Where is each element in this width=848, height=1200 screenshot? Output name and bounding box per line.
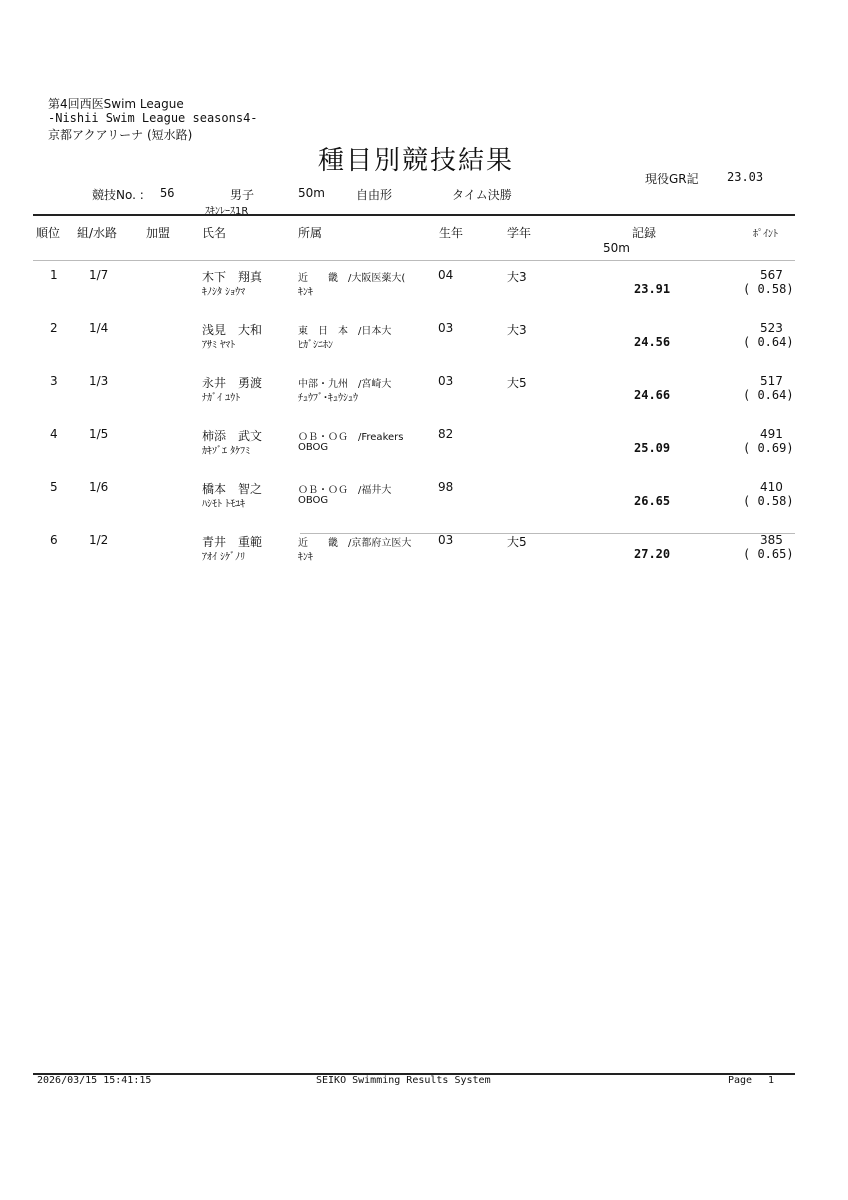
result-team-kana: ｷﾝｷ <box>298 552 313 563</box>
result-grade: 大3 <box>507 323 527 337</box>
result-grade: 大5 <box>507 376 527 390</box>
footer-page-number: 1 <box>768 1075 775 1086</box>
meet-name: 第4回西医Swim League <box>48 97 184 111</box>
result-birth-year: 03 <box>438 533 454 547</box>
result-ratio: ( 0.58) <box>743 282 794 296</box>
footer-page-label: Page <box>728 1075 753 1086</box>
result-points: 523 <box>760 321 783 335</box>
result-team-kana: ﾁｭｳﾌﾞ･ｷｭｳｼｭｳ <box>298 393 358 404</box>
result-heat-lane: 1/2 <box>89 533 109 547</box>
result-birth-year: 04 <box>438 268 454 282</box>
result-team-kana: ﾋｶﾞｼﾆﾎﾝ <box>298 340 333 351</box>
result-time: 24.66 <box>634 388 671 402</box>
result-name: 橋本 智之 <box>202 482 263 496</box>
result-rank: 2 <box>50 321 58 335</box>
result-team: 中部・九州 /宮崎大 <box>298 379 392 390</box>
result-team: ＯＢ・ＯＧ /Freakers <box>298 432 404 443</box>
result-row <box>0 268 848 308</box>
footer-system: SEIKO Swimming Results System <box>316 1075 491 1086</box>
result-time: 23.91 <box>634 282 671 296</box>
result-points: 491 <box>760 427 783 441</box>
record-label: 現役GR記 <box>645 172 699 186</box>
result-birth-year: 03 <box>438 374 454 388</box>
result-row <box>0 374 848 414</box>
result-points: 385 <box>760 533 783 547</box>
page-title: 種目別競技結果 <box>318 146 515 176</box>
result-team: 近 畿 /京都府立医大 <box>298 538 412 549</box>
result-points: 567 <box>760 268 783 282</box>
result-name-kana: ｱｻﾐ ﾔﾏﾄ <box>202 340 236 351</box>
result-heat-lane: 1/7 <box>89 268 109 282</box>
header-rule <box>33 214 795 216</box>
result-ratio: ( 0.69) <box>743 441 794 455</box>
col-name: 氏名 <box>202 226 227 240</box>
result-team: 近 畿 /大阪医薬大( <box>298 273 406 284</box>
event-no-label: 競技No. : <box>92 188 144 202</box>
col-birth-year: 生年 <box>439 226 464 240</box>
col-points: ﾎﾟｲﾝﾄ <box>753 229 778 240</box>
result-row <box>0 480 848 520</box>
result-time: 25.09 <box>634 441 671 455</box>
event-format: タイム決勝 <box>452 188 512 202</box>
result-name: 永井 勇渡 <box>202 376 263 390</box>
venue: 京都アクアリーナ (短水路) <box>48 128 193 142</box>
event-stroke: 自由形 <box>356 188 393 202</box>
result-heat-lane: 1/5 <box>89 427 109 441</box>
result-name: 浅見 大和 <box>202 323 263 337</box>
result-rank: 4 <box>50 427 58 441</box>
result-name-kana: ﾊｼﾓﾄ ﾄﾓﾕｷ <box>202 499 246 510</box>
event-gender: 男子 <box>230 188 255 202</box>
event-no: 56 <box>160 186 175 200</box>
result-points: 410 <box>760 480 783 494</box>
col-record: 記録 <box>632 226 657 240</box>
result-rank: 6 <box>50 533 58 547</box>
result-grade: 大5 <box>507 535 527 549</box>
result-time: 26.65 <box>634 494 671 508</box>
result-rank: 1 <box>50 268 58 282</box>
col-heat-lane: 組/水路 <box>77 226 118 240</box>
result-ratio: ( 0.58) <box>743 494 794 508</box>
event-subname: ｽｷﾝﾚｰｽ1R <box>205 206 249 217</box>
column-header-rule <box>33 260 795 261</box>
result-heat-lane: 1/4 <box>89 321 109 335</box>
result-team: 東 日 本 /日本大 <box>298 326 392 337</box>
result-grade: 大3 <box>507 270 527 284</box>
table-divider <box>300 533 795 534</box>
result-ratio: ( 0.64) <box>743 335 794 349</box>
result-team: ＯＢ・ＯＧ /福井大 <box>298 485 392 496</box>
record-value: 23.03 <box>727 170 764 184</box>
result-time: 24.56 <box>634 335 671 349</box>
result-heat-lane: 1/6 <box>89 480 109 494</box>
result-rank: 3 <box>50 374 58 388</box>
result-name: 木下 翔真 <box>202 270 263 284</box>
result-team-kana: OBOG <box>298 442 329 453</box>
result-rank: 5 <box>50 480 58 494</box>
result-name: 青井 重範 <box>202 535 263 549</box>
col-grade: 学年 <box>507 226 532 240</box>
result-row <box>0 427 848 467</box>
result-heat-lane: 1/3 <box>89 374 109 388</box>
result-ratio: ( 0.65) <box>743 547 794 561</box>
meet-subtitle: -Nishii Swim League seasons4- <box>48 111 258 125</box>
result-name-kana: ﾅｶﾞｲ ﾕｳﾄ <box>202 393 241 404</box>
result-name-kana: ｱｵｲ ｼｹﾞﾉﾘ <box>202 552 246 563</box>
result-time: 27.20 <box>634 547 671 561</box>
col-team: 所属 <box>298 226 323 240</box>
result-name-kana: ｶｷｿﾞｴ ﾀｹﾌﾐ <box>202 446 251 457</box>
result-row <box>0 321 848 361</box>
result-row <box>0 533 848 573</box>
result-name: 柿添 武文 <box>202 429 263 443</box>
col-split: 50m <box>603 241 630 255</box>
result-birth-year: 82 <box>438 427 454 441</box>
result-team-kana: ｷﾝｷ <box>298 287 313 298</box>
result-ratio: ( 0.64) <box>743 388 794 402</box>
col-affiliation: 加盟 <box>146 226 171 240</box>
result-birth-year: 98 <box>438 480 454 494</box>
result-team-kana: OBOG <box>298 495 329 506</box>
result-name-kana: ｷﾉｼﾀ ｼｮｳﾏ <box>202 287 246 298</box>
col-rank: 順位 <box>36 226 61 240</box>
result-birth-year: 03 <box>438 321 454 335</box>
result-points: 517 <box>760 374 783 388</box>
footer-timestamp: 2026/03/15 15:41:15 <box>37 1075 152 1086</box>
event-distance: 50m <box>298 186 325 200</box>
